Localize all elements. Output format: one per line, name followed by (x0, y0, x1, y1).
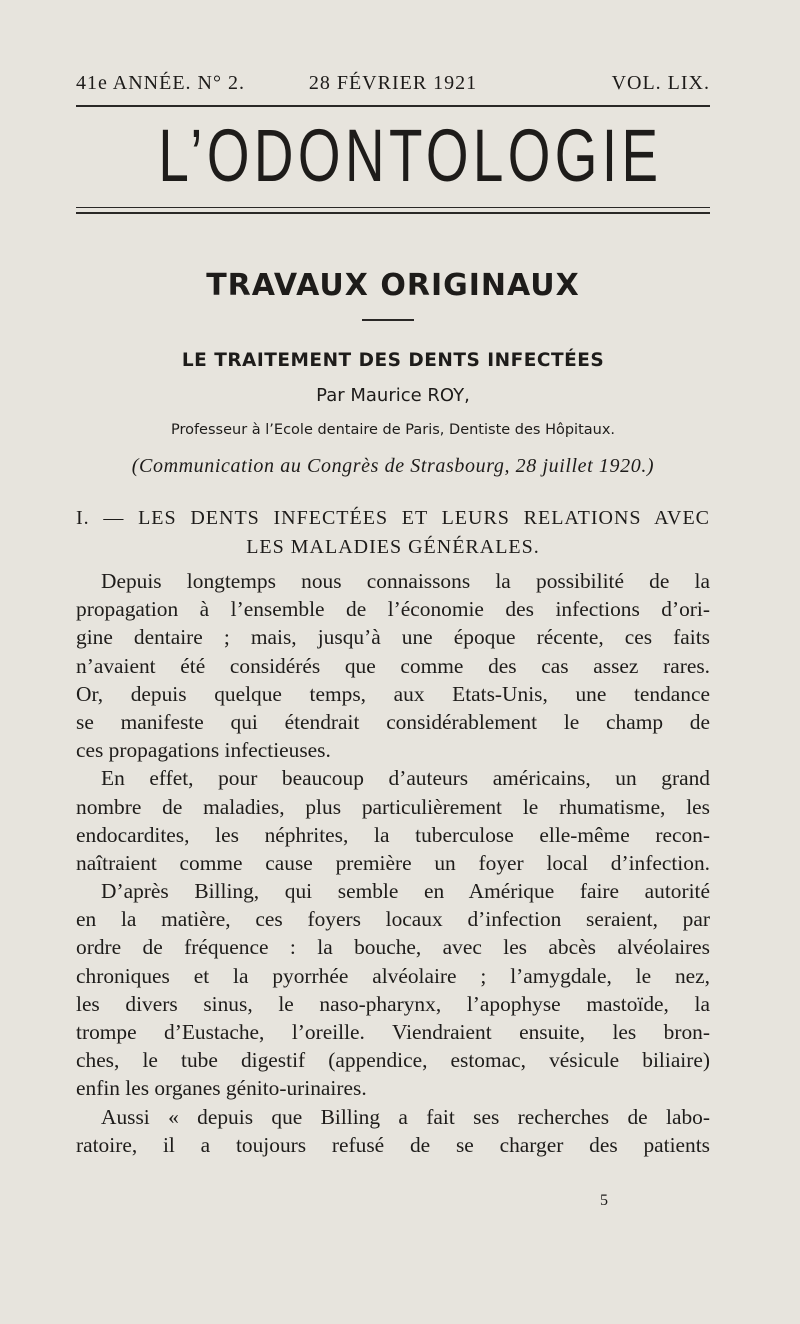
body-line: Or, depuis quelque temps, aux Etats-Unis, une tendance (76, 681, 710, 706)
chapter-heading (76, 504, 710, 562)
body-line: D’après Billing, qui semble en Amérique faire autorité (101, 879, 710, 904)
body-line: se manifeste qui étendrait considérablement le champ de (76, 709, 710, 734)
masthead-rule (76, 105, 710, 107)
body-line: enfin les organes génito-urinaires. (76, 1076, 367, 1101)
issue-number: 41e ANNÉE. N° 2. (76, 72, 245, 94)
section-title: TRAVAUX ORIGINAUX (206, 268, 580, 303)
body-line: en la matière, ces foyers locaux d’infection seraient, par (76, 907, 710, 932)
body-line: En effet, pour beaucoup d’auteurs américains, un grand (101, 766, 710, 791)
volume-number: VOL. LIX. (611, 72, 710, 94)
article-title: LE TRAITEMENT DES DENTS INFECTÉES (181, 350, 605, 371)
section-divider (362, 319, 414, 321)
body-line: trompe d’Eustache, l’oreille. Viendraient ensuite, les bron- (76, 1020, 710, 1044)
body-line: les divers sinus, le naso-pharynx, l’apophyse mastoïde, la (76, 991, 710, 1016)
body-line: gine dentaire ; mais, jusqu’à une époque récente, ces faits (76, 625, 710, 650)
body-line: propagation à l’ensemble de l’économie des infections d’ori- (76, 597, 710, 622)
author-affiliation: Professeur à l’Ecole dentaire de Paris, Dentiste des Hôpitaux. (170, 422, 616, 438)
page-number: 5 (600, 1192, 608, 1209)
title-rule-thin (76, 207, 710, 208)
body-line: ches, le tube digestif (appendice, estomac, vésicule biliaire) (76, 1048, 710, 1073)
body-line: Aussi « depuis que Billing a fait ses recherches de labo- (101, 1104, 710, 1129)
article-author: Par Maurice ROY, (316, 385, 470, 406)
issue-date: 28 FÉVRIER 1921 (308, 72, 478, 94)
chapter-heading-line: LES MALADIES GÉNÉRALES. (246, 536, 540, 558)
communication-note: (Communication au Congrès de Strasbourg, 28 juillet 1920.) (131, 455, 655, 477)
body-line: ratoire, il a toujours refusé de se charger des patients (76, 1132, 710, 1157)
body-line: ces propagations infectieuses. (76, 738, 331, 763)
body-line: naîtraient comme cause première un foyer local d’infection. (76, 850, 710, 875)
article-body (76, 567, 710, 1159)
body-line: ordre de fréquence : la bouche, avec les abcès alvéolaires (76, 935, 710, 960)
body-line: Depuis longtemps nous connaissons la possibilité de la (101, 569, 710, 593)
body-line: chroniques et la pyorrhée alvéolaire ; l’amygdale, le nez, (76, 963, 710, 988)
body-line: endocardites, les néphrites, la tuberculose elle-même recon- (76, 822, 710, 847)
body-line: n’avaient été considérés que comme des cas assez rares. (76, 653, 710, 678)
title-rule-thick (76, 212, 710, 214)
journal-title: L’ODONTOLOGIE (158, 114, 663, 197)
masthead (76, 72, 710, 102)
body-line: nombre de maladies, plus particulièrement le rhumatisme, les (76, 794, 710, 819)
chapter-heading-line: I. — LES DENTS INFECTÉES ET LEURS RELATIONS AVEC (76, 507, 710, 529)
